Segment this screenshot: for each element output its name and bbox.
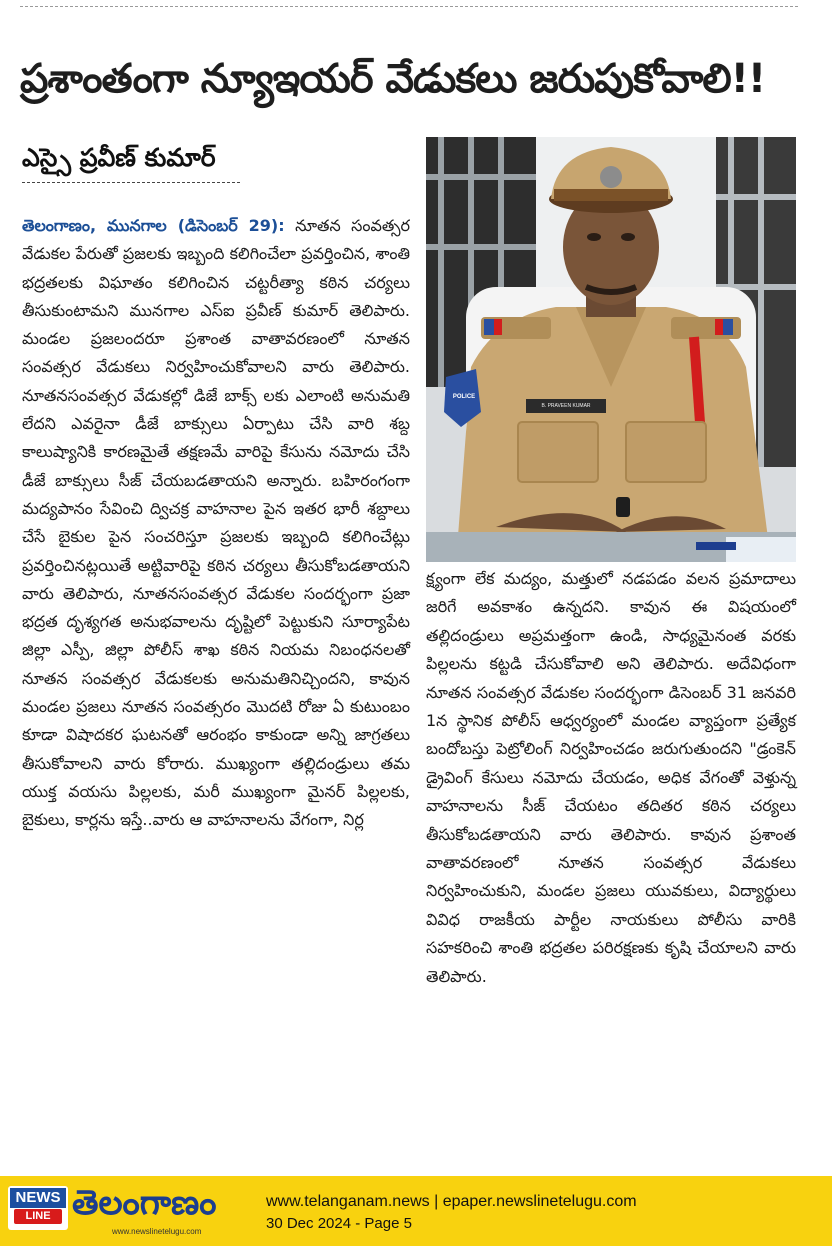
right-column-body: క్ష్యంగా లేక మద్యం, మత్తులో నడపడం వలన ప్రమాదాలు జరిగే అవకాశం ఉన్నదని. కావున ఈ విషయంలో తల్లిదండ్రులు అప్రమత్తంగా ఉండి, సాధ్యమైనంత వరకు పిల్లలను కట్టడి చేసుకోవాలి అని తెలిపారు. అదేవిధంగా నూతన సంవత్సర వేడుకల సందర్భంగా డిసెంబర్ 31 జనవరి 1న స్థానిక పోలీస్ ఆధ్వర్యంలో మండల వ్యాప్తంగా ప్రత్యేక బందోబస్తు పెట్రోలింగ్ నిర్వహించడం జరుగుతుందని "డ్రంకెన్ డ్రైవింగ్ కేసులు నమోదు చేయడం, అధిక వేగంతో వెళ్తున్న వాహనాలను సీజ్ చేయటం తదితర కఠిన చర్యలు తీసుకోబడతాయని వారు తెలిపారు. కావున ప్రశాంత వాతావరణంలో నూతన సంవత్సర వేడుకలు నిర్వహించుకుని, మండల ప్రజలు యువకులు, విద్యార్థులు వివిధ రాజకీయ పార్టీల నాయకులు పోలీసు వారికి సహకరించి శాంతి భద్రతల పరిరక్షణకు కృషి చేయాలని వారు తెలిపారు.	[426, 569, 796, 986]
telanganam-logo-title: తెలంగాణం	[72, 1183, 217, 1223]
logo-url: www.newslinetelugu.com	[112, 1227, 202, 1236]
article-headline: ప్రశాంతంగా న్యూఇయర్ వేడుకలు జరుపుకోవాలి!!	[20, 56, 766, 102]
footer-bar	[0, 1176, 832, 1246]
article-dateline: తెలంగాణం, మునగాల (డిసెంబర్ 29):	[22, 216, 285, 235]
newsline-logo[interactable]	[8, 1186, 68, 1230]
newsline-logo-line: LINE	[14, 1209, 62, 1224]
officer-photo	[426, 137, 796, 562]
article-left-column	[22, 212, 410, 835]
officer-name-tag: B. PRAVEEN KUMAR	[541, 403, 591, 409]
officer-photo-illustration	[426, 137, 796, 562]
article-right-column	[426, 565, 796, 991]
footer-links[interactable]: www.telanganam.news | epaper.newslinetelugu.com	[266, 1193, 637, 1210]
footer-date-page: 30 Dec 2024 - Page 5	[266, 1215, 412, 1232]
left-column-body: నూతన సంవత్సర వేడుకల పేరుతో ప్రజలకు ఇబ్బంది కలిగించేలా ప్రవర్తించిన, శాంతి భద్రతలకు విఘాతం కలిగించిన చట్టరీత్యా కఠిన చర్యలు తీసుకుంటామని మునగాల ఎస్ఐ ప్రవీణ్ కుమార్ తెలిపారు. మండల ప్రజలందరూ ప్రశాంత వాతావరణంలో నూతన సంవత్సర వేడుకలు నిర్వహించుకోవాలని వారు తెలిపారు. నూతనసంవత్సర వేడుకల్లో డిజే బాక్స్ లకు ఎలాంటి అనుమతి లేదని ఎవరైనా డీజే బాక్సులు ఏర్పాటు చేసి వారి శబ్ద కాలుష్యానికి కారణమైతే తక్షణమే వారిపై కేసును నమోదు చేసి డీజే బాక్సులు సీజ్ చేయబడతాయని అన్నారు. బహిరంగంగా మద్యపానం సేవించి ద్విచక్ర వాహనాల పైన ఇతర భారీ శబ్దాలు చేసే బైకుల పైన సంచరిస్తూ ప్రజలకు ఇబ్బంది కలిగించేట్లు ప్రవర్తించినట్లయితే అట్టివారిపై కఠిన చర్యలు తీసుకోబడతాయని వారు తెలిపారు, నూతనసంవత్సర వేడుకల సందర్భంగా ప్రజా భద్రత దృశ్యగత అనుభవాలను దృష్టిలో పెట్టుకుని సూర్యాపేట జిల్లా ఎస్పీ, జిల్లా పోలీస్ శాఖ కఠిన నియమ నిబంధనలతో నూతన సంవత్సర వేడుకలకు అనుమతినిచ్చిందని, కావున మండల ప్రజలు నూతన సంవత్సరం మొదటి రోజు ఏ కుటుంబం కూడా విషాదకర ఘటనతో ఆరంభం కాకుండా అన్ని జాగ్రతలు తీసుకోవాలని వారు కోరారు. ముఖ్యంగా తల్లిదండ్రులు తమ యుక్త వయసు పిల్లలకు, మరీ ముఖ్యంగా మైనర్ పిల్లలకు, బైకులు, కార్లను ఇస్తే..వారు ఆ వాహనాలను వేగంగా, నిర్ల	[22, 216, 410, 830]
byline-underline	[22, 182, 240, 183]
article-byline: ఎస్సై ప్రవీణ్ కుమార్	[22, 143, 216, 172]
newsline-logo-news: NEWS	[10, 1188, 66, 1208]
top-dashed-rule	[20, 6, 798, 7]
police-badge-text: POLICE	[452, 394, 476, 400]
